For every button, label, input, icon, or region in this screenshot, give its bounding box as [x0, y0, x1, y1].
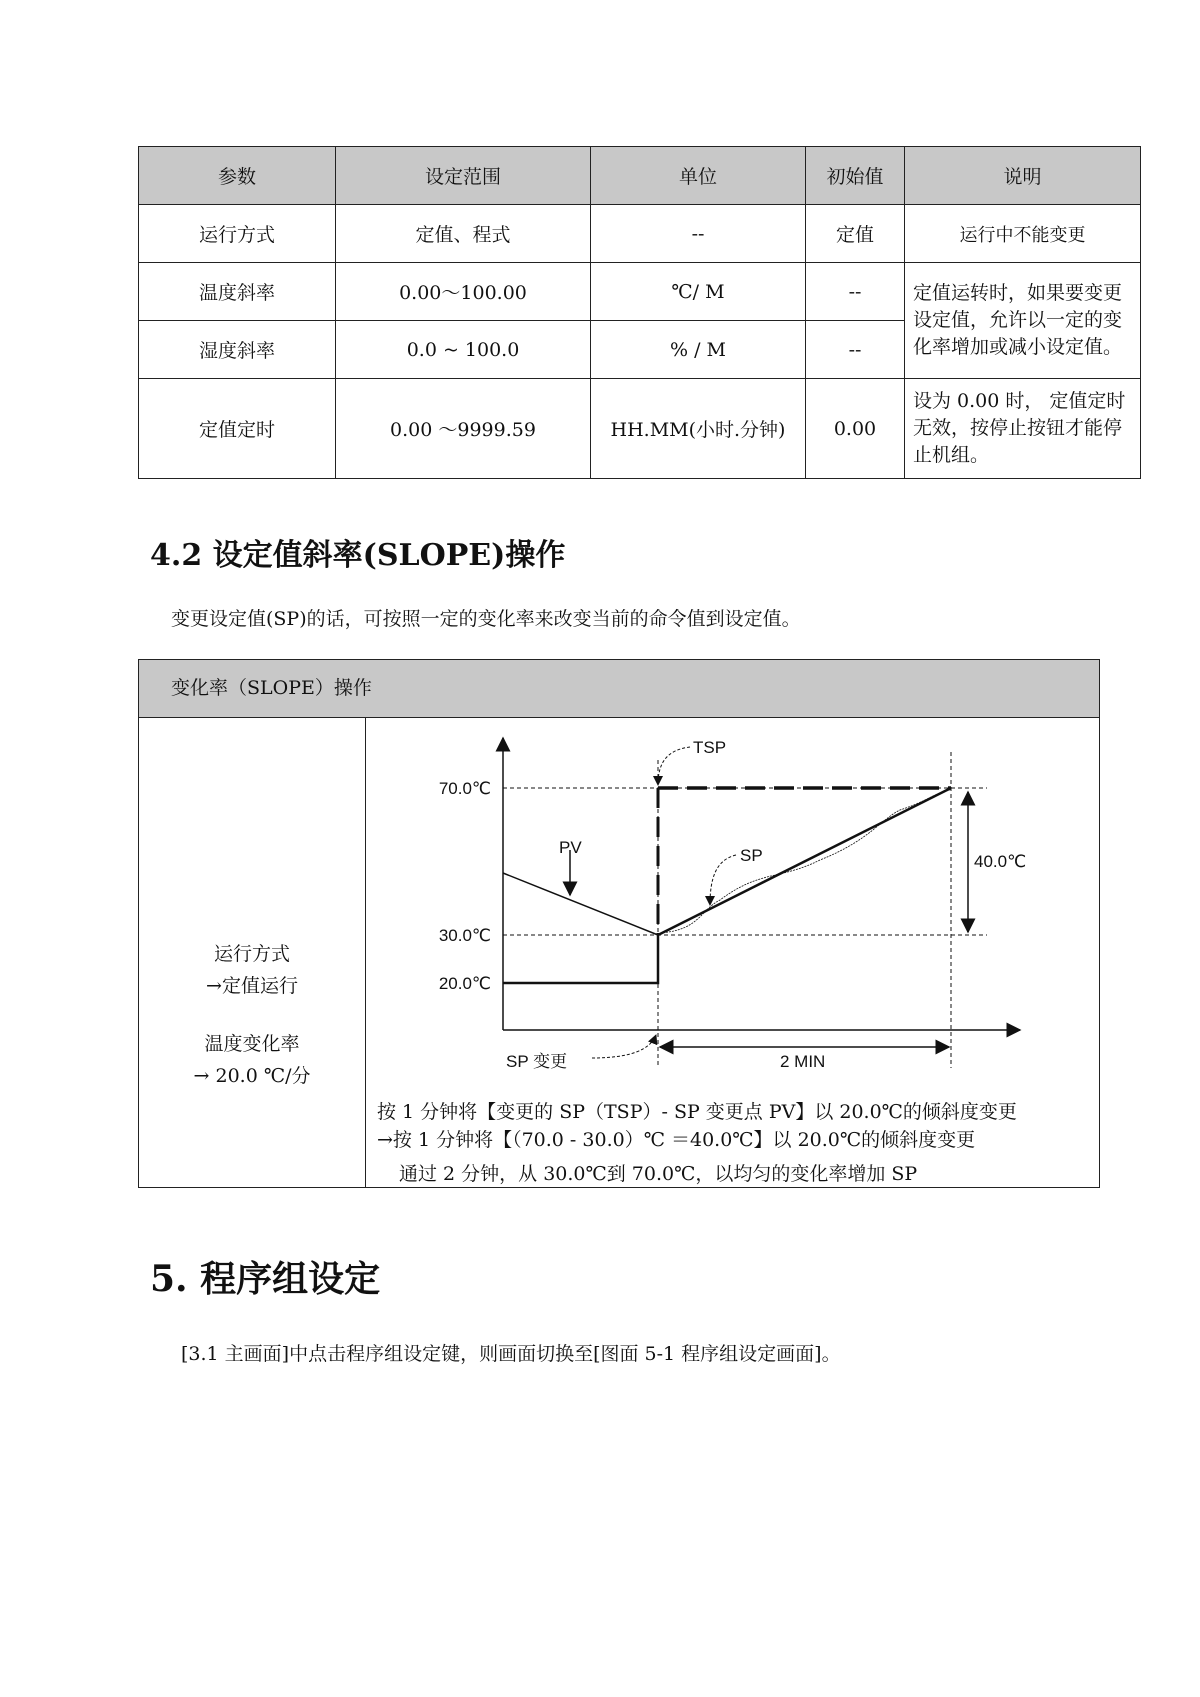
rate-label: 温度变化率: [204, 1033, 300, 1055]
cell: 定值定时: [139, 379, 336, 479]
note-line-2: →按 1 分钟将【（70.0 - 30.0）℃ ＝40.0℃】以 20.0℃的倾斜度变更: [377, 1129, 976, 1151]
cell: --: [806, 263, 905, 321]
cell: 湿度斜率: [139, 321, 336, 379]
cell: 0.00: [806, 379, 905, 479]
header-range: 设定范围: [336, 147, 591, 205]
cell: 0.00 ～9999.59: [336, 379, 591, 479]
label-sp-change: SP 变更: [506, 1052, 568, 1071]
cell: 定值: [806, 205, 905, 263]
slope-box-header: 变化率（SLOPE）操作: [139, 660, 1099, 718]
cell: 定值运转时，如果要变更设定值，允许以一定的变化率增加或减小设定值。: [905, 263, 1141, 379]
label-delta: 40.0℃: [974, 852, 1027, 871]
header-unit: 单位: [591, 147, 806, 205]
run-mode-label: 运行方式: [213, 943, 290, 965]
sp-ramp: [658, 788, 951, 935]
sp-line: [503, 935, 658, 983]
section-5-title: 5. 程序组设定: [150, 1258, 381, 1300]
cell: 运行方式: [139, 205, 336, 263]
cell: 0.0 ~ 100.0: [336, 321, 591, 379]
rate-value: → 20.0 ℃/分: [193, 1065, 311, 1087]
label-sp: SP: [740, 846, 763, 865]
cell: HH.MM(小时.分钟): [591, 379, 806, 479]
cell: --: [591, 205, 806, 263]
pv-line: [503, 873, 658, 935]
section-5-text: [3.1 主画面]中点击程序组设定键，则画面切换至[图面 5-1 程序组设定画面]。: [181, 1343, 841, 1365]
cell: 设为 0.00 时， 定值定时无效，按停止按钮才能停止机组。: [905, 379, 1141, 479]
run-mode-value: →定值运行: [206, 975, 298, 997]
cell: 温度斜率: [139, 263, 336, 321]
section-4-2-text: 变更设定值(SP)的话，可按照一定的变化率来改变当前的命令值到设定值。: [171, 608, 801, 630]
cell: % / M: [591, 321, 806, 379]
cell: ℃/ M: [591, 263, 806, 321]
cell: 定值、程式: [336, 205, 591, 263]
header-desc: 说明: [905, 147, 1141, 205]
note-line-1: 按 1 分钟将【变更的 SP（TSP）- SP 变更点 PV】以 20.0℃的倾斜度变更: [377, 1101, 1017, 1123]
section-4-2-title: 4.2 设定值斜率(SLOPE)操作: [150, 538, 566, 573]
header-param: 参数: [139, 147, 336, 205]
label-duration: 2 MIN: [780, 1052, 826, 1071]
note-line-3: 通过 2 分钟，从 30.0℃到 70.0℃，以均匀的变化率增加 SP: [399, 1163, 918, 1185]
label-tsp: TSP: [693, 738, 727, 757]
cell: --: [806, 321, 905, 379]
label-70: 70.0℃: [438, 779, 491, 798]
cell: 运行中不能变更: [905, 205, 1141, 263]
cell: 0.00～100.00: [336, 263, 591, 321]
header-init: 初始值: [806, 147, 905, 205]
label-pv: PV: [559, 838, 582, 857]
label-20: 20.0℃: [438, 974, 491, 993]
label-30: 30.0℃: [438, 926, 491, 945]
